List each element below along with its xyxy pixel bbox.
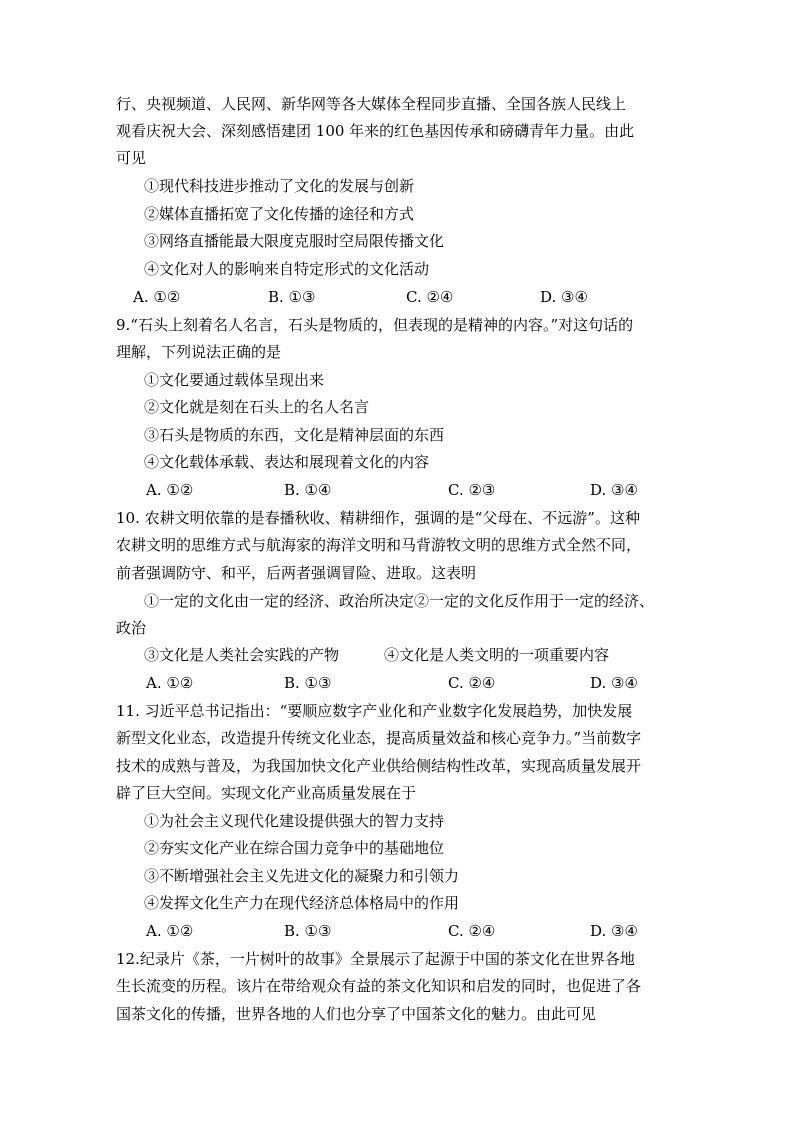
q9-stem-line-1: 9.“石头上刻着名人名言，石头是物质的，但表现的是精神的内容。”对这句话的 (116, 316, 634, 334)
q12-stem-line-1: 12.纪录片《茶，一片树叶的故事》全景展示了起源于中国的茶文化在世界各地 (116, 950, 635, 968)
q12-stem-line-3: 国茶文化的传播，世界各地的人们也分享了中国茶文化的魅力。由此可见 (116, 1005, 597, 1023)
q8-item-4: ④文化对人的影响来自特定形式的文化活动 (144, 260, 430, 278)
q12-stem-line-2: 生长流变的历程。该片在带给观众有益的茶文化知识和启发的同时，也促进了各 (116, 977, 642, 995)
q10-stem-line-1: 10. 农耕文明依靠的是春播秋收、精耕细作，强调的是“父母在、不远游”。这种 (116, 509, 640, 527)
q8-choice-c: C. ②④ (406, 288, 454, 306)
q8-choice-b: B. ①③ (268, 288, 316, 306)
q10-item-3: ③文化是人类社会实践的产物 (144, 646, 340, 664)
q11-item-1: ①为社会主义现代化建设提供强大的智力支持 (144, 812, 445, 830)
q8-stem-line-3: 可见 (116, 149, 147, 167)
q9-choice-c: C. ②③ (448, 481, 496, 499)
q10-item-line-1: ①一定的文化由一定的经济、政治所决定②一定的文化反作用于一定的经济、 (144, 592, 655, 610)
q11-choice-b: B. ①③ (284, 922, 332, 940)
q11-item-4: ④发挥文化生产力在现代经济总体格局中的作用 (144, 894, 460, 912)
q9-item-1: ①文化要通过载体呈现出来 (144, 371, 325, 389)
q11-stem-line-1: 11. 习近平总书记指出：“要顺应数字产业化和产业数字化发展趋势，加快发展 (116, 702, 633, 720)
q8-choice-d: D. ③④ (540, 288, 588, 306)
q9-item-3: ③石头是物质的东西，文化是精神层面的东西 (144, 426, 445, 444)
q11-choice-d: D. ③④ (590, 922, 638, 940)
q10-choice-d: D. ③④ (590, 674, 638, 692)
q10-stem-line-2: 农耕文明的思维方式与航海家的海洋文明和马背游牧文明的思维方式全然不同， (116, 536, 642, 554)
q8-item-3: ③网络直播能最大限度克服时空局限传播文化 (144, 232, 445, 250)
q9-item-2: ②文化就是刻在石头上的名人名言 (144, 398, 370, 416)
q11-choice-c: C. ②④ (448, 922, 496, 940)
q9-choice-a: A. ①② (146, 481, 194, 499)
q8-choice-a: A. ①② (133, 288, 181, 306)
q10-choice-c: C. ②④ (448, 674, 496, 692)
q10-choice-b: B. ①③ (284, 674, 332, 692)
q11-stem-line-4: 辟了巨大空间。实现文化产业高质量发展在于 (116, 784, 417, 802)
q8-stem-line-2: 观看庆祝大会、深刻感悟建团 100 年来的红色基因传承和磅礴青年力量。由此 (116, 122, 635, 140)
q9-stem-line-2: 理解，下列说法正确的是 (116, 343, 282, 361)
q10-choice-a: A. ①② (146, 674, 194, 692)
q11-stem-line-3: 技术的成熟与普及，为我国加快文化产业供给侧结构性改革，实现高质量发展开 (116, 757, 642, 775)
q9-item-4: ④文化载体承载、表达和展现着文化的内容 (144, 453, 430, 471)
q8-item-2: ②媒体直播拓宽了文化传播的途径和方式 (144, 205, 415, 223)
q10-item-line-2: 政治 (116, 619, 147, 637)
q11-item-2: ②夯实文化产业在综合国力竞争中的基础地位 (144, 839, 445, 857)
q11-choice-a: A. ①② (146, 922, 194, 940)
q10-item-4: ④文化是人类文明的一项重要内容 (384, 646, 610, 664)
q8-item-1: ①现代科技进步推动了文化的发展与创新 (144, 177, 415, 195)
q9-choice-d: D. ③④ (590, 481, 638, 499)
q8-stem-line-1: 行、央视频道、人民网、新华网等各大媒体全程同步直播、全国各族人民线上 (116, 95, 627, 113)
q10-stem-line-3: 前者强调防守、和平，后两者强调冒险、进取。这表明 (116, 564, 477, 582)
q11-item-3: ③不断增强社会主义先进文化的凝聚力和引领力 (144, 867, 460, 885)
q9-choice-b: B. ①④ (284, 481, 332, 499)
q11-stem-line-2: 新型文化业态，改造提升传统文化业态，提高质量效益和核心竞争力。”当前数字 (116, 729, 642, 747)
